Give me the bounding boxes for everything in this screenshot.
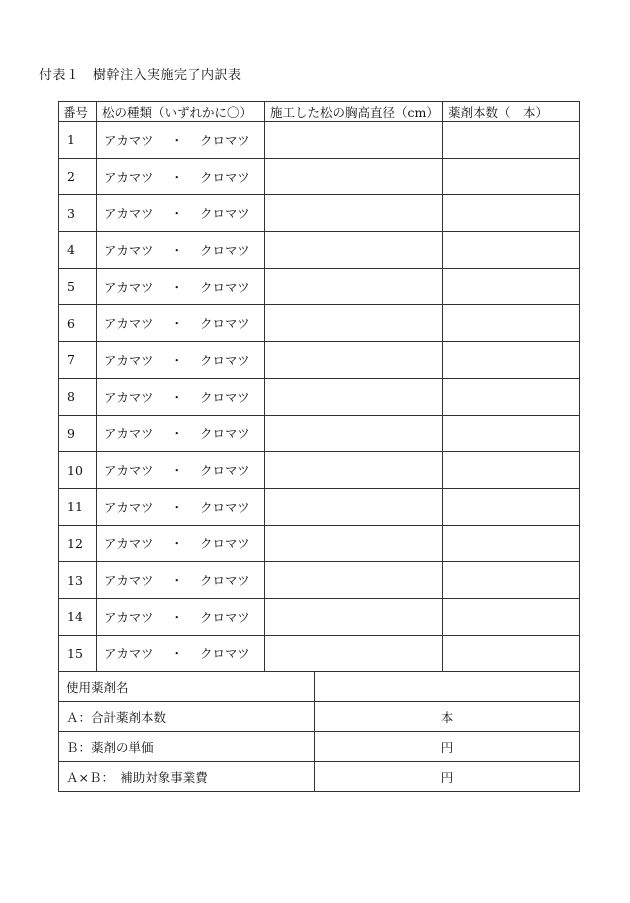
subsidy-cost-label: Ａ×Ｂ： 補助対象事業費 xyxy=(59,762,315,792)
species-choice[interactable] xyxy=(97,378,265,415)
species-option-kuromatsu[interactable]: クロマツ xyxy=(200,316,250,332)
species-separator: ・ xyxy=(170,389,184,405)
drug-count-field[interactable] xyxy=(443,525,580,562)
diameter-field[interactable] xyxy=(265,232,443,269)
diameter-field[interactable] xyxy=(265,562,443,599)
drug-count-field[interactable] xyxy=(443,562,580,599)
drug-count-field[interactable] xyxy=(443,158,580,195)
species-choice[interactable] xyxy=(97,488,265,525)
diameter-field[interactable] xyxy=(265,122,443,159)
diameter-field[interactable] xyxy=(265,415,443,452)
diameter-field[interactable] xyxy=(265,158,443,195)
drug-count-field[interactable] xyxy=(443,635,580,672)
table-row xyxy=(59,525,580,562)
species-option-akamatsu[interactable]: アカマツ xyxy=(104,499,154,515)
diameter-field[interactable] xyxy=(265,452,443,489)
header-species: 松の種類（いずれかに〇） xyxy=(97,102,265,122)
table-row xyxy=(59,232,580,269)
diameter-field[interactable] xyxy=(265,598,443,635)
total-count-field[interactable] xyxy=(315,702,580,732)
row-number: 8 xyxy=(59,378,97,415)
table-row xyxy=(59,562,580,599)
document-title: 付表１ 樹幹注入実施完了内訳表 xyxy=(39,68,242,83)
row-number: 14 xyxy=(59,598,97,635)
table-row xyxy=(59,635,580,672)
row-number: 2 xyxy=(59,158,97,195)
species-separator: ・ xyxy=(170,536,184,552)
row-number: 13 xyxy=(59,562,97,599)
table-row xyxy=(59,305,580,342)
species-separator: ・ xyxy=(170,426,184,442)
species-option-akamatsu[interactable]: アカマツ xyxy=(104,646,154,662)
species-option-kuromatsu[interactable]: クロマツ xyxy=(200,499,250,515)
species-choice[interactable] xyxy=(97,268,265,305)
header-diameter: 施工した松の胸高直径（cm） xyxy=(265,102,443,122)
diameter-field[interactable] xyxy=(265,195,443,232)
species-option-akamatsu[interactable]: アカマツ xyxy=(104,389,154,405)
species-choice[interactable] xyxy=(97,122,265,159)
species-option-kuromatsu[interactable]: クロマツ xyxy=(200,646,250,662)
total-count-unit: 本 xyxy=(440,709,454,725)
species-separator: ・ xyxy=(170,279,184,295)
species-choice[interactable] xyxy=(97,232,265,269)
species-option-kuromatsu[interactable]: クロマツ xyxy=(200,242,250,258)
row-number: 1 xyxy=(59,122,97,159)
species-choice[interactable] xyxy=(97,415,265,452)
total-count-label: Ａ：合計薬剤本数 xyxy=(59,702,315,732)
diameter-field[interactable] xyxy=(265,635,443,672)
species-option-kuromatsu[interactable]: クロマツ xyxy=(200,389,250,405)
subsidy-cost-row xyxy=(59,762,580,792)
drug-count-field[interactable] xyxy=(443,415,580,452)
row-number: 4 xyxy=(59,232,97,269)
species-option-kuromatsu[interactable]: クロマツ xyxy=(200,426,250,442)
species-option-akamatsu[interactable]: アカマツ xyxy=(104,169,154,185)
diameter-field[interactable] xyxy=(265,525,443,562)
species-option-akamatsu[interactable]: アカマツ xyxy=(104,352,154,368)
species-option-akamatsu[interactable]: アカマツ xyxy=(104,316,154,332)
species-option-kuromatsu[interactable]: クロマツ xyxy=(200,132,250,148)
species-option-kuromatsu[interactable]: クロマツ xyxy=(200,609,250,625)
species-separator: ・ xyxy=(170,316,184,332)
row-number: 5 xyxy=(59,268,97,305)
drug-count-field[interactable] xyxy=(443,232,580,269)
total-count-row xyxy=(59,702,580,732)
table-row xyxy=(59,195,580,232)
header-number: 番号 xyxy=(59,102,97,122)
table-row xyxy=(59,378,580,415)
subsidy-cost-field[interactable] xyxy=(315,762,580,792)
species-choice[interactable] xyxy=(97,195,265,232)
species-option-akamatsu[interactable]: アカマツ xyxy=(104,279,154,295)
header-drug-count: 薬剤本数（ 本） xyxy=(443,102,580,122)
drug-count-field[interactable] xyxy=(443,452,580,489)
species-option-akamatsu[interactable]: アカマツ xyxy=(104,463,154,479)
species-choice[interactable] xyxy=(97,598,265,635)
species-option-akamatsu[interactable]: アカマツ xyxy=(104,206,154,222)
table-row xyxy=(59,268,580,305)
species-choice[interactable] xyxy=(97,452,265,489)
species-separator: ・ xyxy=(170,463,184,479)
drug-count-field[interactable] xyxy=(443,488,580,525)
species-separator: ・ xyxy=(170,609,184,625)
row-number: 11 xyxy=(59,488,97,525)
drug-count-field[interactable] xyxy=(443,378,580,415)
unit-price-field[interactable] xyxy=(315,732,580,762)
row-number: 7 xyxy=(59,342,97,379)
table-row xyxy=(59,342,580,379)
table-header-row xyxy=(59,102,580,122)
species-option-akamatsu[interactable]: アカマツ xyxy=(104,242,154,258)
species-choice[interactable] xyxy=(97,342,265,379)
unit-price-unit: 円 xyxy=(440,739,454,755)
drug-count-field[interactable] xyxy=(443,598,580,635)
subsidy-cost-unit: 円 xyxy=(440,769,454,785)
drug-count-field[interactable] xyxy=(443,122,580,159)
table-row xyxy=(59,158,580,195)
drug-count-field[interactable] xyxy=(443,195,580,232)
table-row xyxy=(59,452,580,489)
species-option-akamatsu[interactable]: アカマツ xyxy=(104,536,154,552)
unit-price-label: Ｂ：薬剤の単価 xyxy=(59,732,315,762)
unit-price-row xyxy=(59,732,580,762)
species-option-akamatsu[interactable]: アカマツ xyxy=(104,573,154,589)
species-option-kuromatsu[interactable]: クロマツ xyxy=(200,169,250,185)
table-row xyxy=(59,598,580,635)
species-separator: ・ xyxy=(170,132,184,148)
diameter-field[interactable] xyxy=(265,342,443,379)
diameter-field[interactable] xyxy=(265,488,443,525)
row-number: 15 xyxy=(59,635,97,672)
diameter-field[interactable] xyxy=(265,305,443,342)
species-separator: ・ xyxy=(170,352,184,368)
drug-name-row xyxy=(59,672,580,702)
species-separator: ・ xyxy=(170,206,184,222)
row-number: 9 xyxy=(59,415,97,452)
row-number: 3 xyxy=(59,195,97,232)
species-option-akamatsu[interactable]: アカマツ xyxy=(104,426,154,442)
diameter-field[interactable] xyxy=(265,268,443,305)
species-choice[interactable] xyxy=(97,158,265,195)
species-separator: ・ xyxy=(170,646,184,662)
drug-name-label: 使用薬剤名 xyxy=(59,672,315,702)
species-option-akamatsu[interactable]: アカマツ xyxy=(104,609,154,625)
drug-count-field[interactable] xyxy=(443,268,580,305)
diameter-field[interactable] xyxy=(265,378,443,415)
species-separator: ・ xyxy=(170,242,184,258)
drug-count-field[interactable] xyxy=(443,342,580,379)
drug-count-field[interactable] xyxy=(443,305,580,342)
drug-name-field[interactable] xyxy=(315,672,580,702)
completion-breakdown-table xyxy=(58,101,580,792)
row-number: 10 xyxy=(59,452,97,489)
species-separator: ・ xyxy=(170,573,184,589)
species-option-kuromatsu[interactable]: クロマツ xyxy=(200,352,250,368)
species-choice[interactable] xyxy=(97,562,265,599)
species-option-kuromatsu[interactable]: クロマツ xyxy=(200,536,250,552)
species-option-akamatsu[interactable]: アカマツ xyxy=(104,132,154,148)
species-option-kuromatsu[interactable]: クロマツ xyxy=(200,279,250,295)
species-option-kuromatsu[interactable]: クロマツ xyxy=(200,573,250,589)
table-row xyxy=(59,415,580,452)
species-choice[interactable] xyxy=(97,635,265,672)
species-option-kuromatsu[interactable]: クロマツ xyxy=(200,463,250,479)
row-number: 12 xyxy=(59,525,97,562)
table-row xyxy=(59,488,580,525)
row-number: 6 xyxy=(59,305,97,342)
table-row xyxy=(59,122,580,159)
species-choice[interactable] xyxy=(97,305,265,342)
species-option-kuromatsu[interactable]: クロマツ xyxy=(200,206,250,222)
species-choice[interactable] xyxy=(97,525,265,562)
species-separator: ・ xyxy=(170,499,184,515)
species-separator: ・ xyxy=(170,169,184,185)
